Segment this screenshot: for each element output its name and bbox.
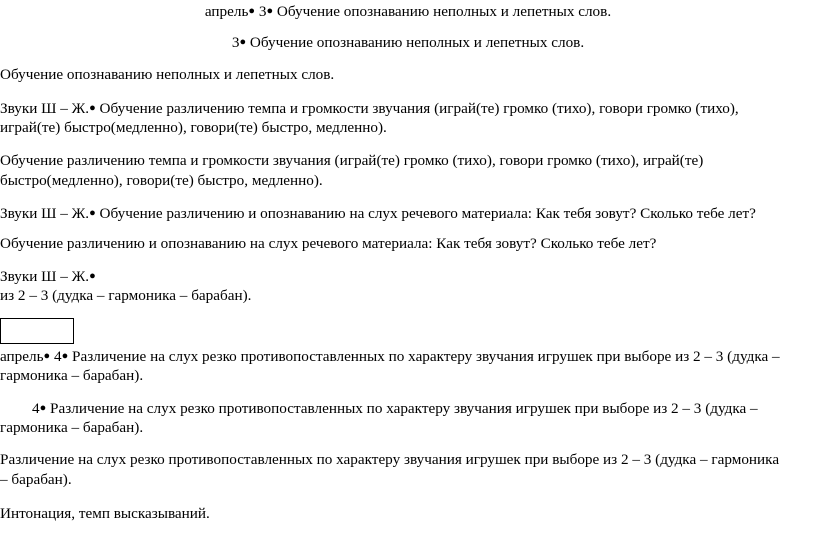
paragraph-7-month: апрель: [0, 348, 44, 365]
bullet-icon: ●: [61, 350, 69, 362]
sounds-label: Звуки Ш – Ж.: [0, 268, 90, 285]
bullet-icon: ●: [89, 270, 96, 282]
subheader-line: [0, 33, 816, 52]
paragraph-7-line-2: гармоника – барабан).: [0, 367, 144, 384]
paragraph-2-line-1: [0, 99, 739, 118]
sounds-label: Звуки Ш – Ж.: [0, 100, 90, 117]
header-line: [0, 2, 816, 21]
paragraph-3-line-2: быстро(медленно), говори(те) быстро, медленно).: [0, 172, 323, 189]
bullet-icon: ●: [43, 350, 51, 362]
header-month: апрель: [204, 3, 249, 20]
bullet-icon: ●: [89, 102, 96, 114]
paragraph-10: Интонация, темп высказываний.: [0, 505, 210, 522]
bullet-icon: ●: [39, 402, 47, 414]
paragraph-1: Обучение опознаванию неполных и лепетных слов.: [0, 66, 335, 83]
paragraph-6-line-1: [0, 267, 96, 286]
paragraph-2-text: Обучение различению темпа и громкости звучания (играй(те) громко (тихо), говори громко (тихо),: [99, 100, 739, 117]
bullet-icon: ●: [89, 207, 96, 219]
bullet-icon: ●: [239, 36, 247, 48]
paragraph-8-line-1: [32, 399, 758, 418]
empty-text-box: [0, 318, 74, 344]
paragraph-7-line-1: [0, 347, 780, 366]
paragraph-3-line-1: Обучение различению темпа и громкости звучания (играй(те) громко (тихо), говори громко (тихо), играй(те): [0, 152, 704, 169]
sounds-label: Звуки Ш – Ж.: [0, 205, 90, 222]
paragraph-8-text: Различение на слух резко противопоставленных по характеру звучания игрушек при выборе из 2 – 3 (дудка –: [50, 400, 758, 417]
bullet-icon: ●: [266, 5, 274, 17]
subheader-title: Обучение опознаванию неполных и лепетных слов.: [249, 34, 585, 51]
paragraph-9-line-1: Различение на слух резко противопоставленных по характеру звучания игрушек при выборе из 2 – 3 (дудка – гармоника: [0, 451, 780, 468]
bullet-icon: ●: [248, 5, 256, 17]
paragraph-8-line-2: гармоника – барабан).: [0, 419, 144, 436]
paragraph-5: Обучение различению и опознаванию на слух речевого материала: Как тебя зовут? Сколько тебе лет?: [0, 235, 657, 252]
paragraph-4-text: Обучение различению и опознаванию на слух речевого материала: Как тебя зовут? Сколько тебе лет?: [99, 205, 756, 222]
paragraph-7-lesson-number: 4: [53, 348, 62, 365]
paragraph-7-text: Различение на слух резко противопоставленных по характеру звучания игрушек при выборе из 2 – 3 (дудка –: [72, 348, 780, 365]
paragraph-2-line-2: играй(те) быстро(медленно), говори(те) быстро, медленно).: [0, 119, 387, 136]
paragraph-4: [0, 204, 756, 223]
header-lesson-number: 3: [258, 3, 267, 20]
paragraph-8-lesson-number: 4: [32, 400, 40, 417]
paragraph-9-line-2: – барабан).: [0, 471, 72, 488]
paragraph-6-line-2: из 2 – 3 (дудка – гармоника – барабан).: [0, 287, 252, 304]
subheader-lesson-number: 3: [231, 34, 240, 51]
header-title: Обучение опознаванию неполных и лепетных слов.: [276, 3, 612, 20]
